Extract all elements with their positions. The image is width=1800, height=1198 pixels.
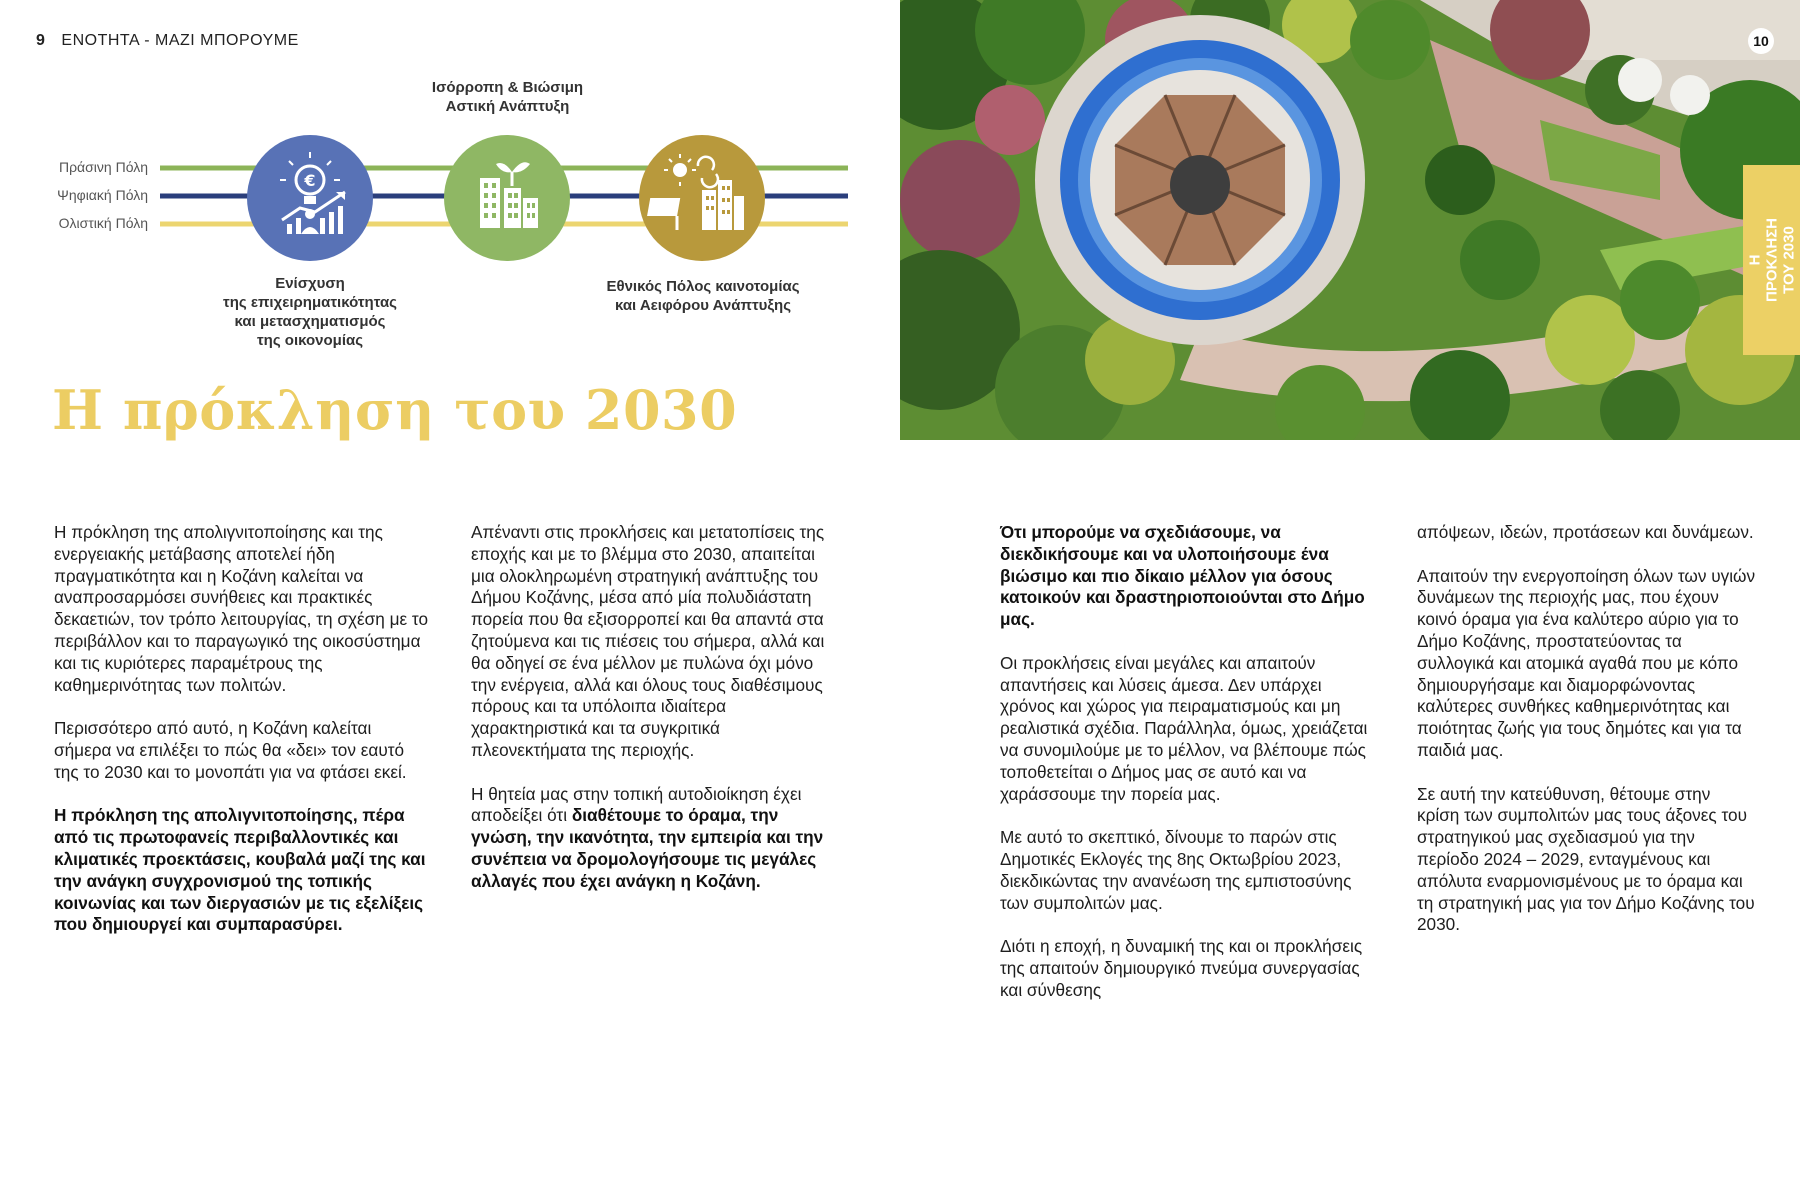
col3-paragraph-4: Διότι η εποχή, η δυναμική της και οι προκλήσεις της απαιτούν δημιουργικό πνεύμα συνεργασίας και σύνθεσης [1000,936,1363,1000]
row-label-green: Πράσινη Πόλη [58,159,148,175]
row-label-digital: Ψηφιακή Πόλη [57,187,148,203]
svg-text:€: € [304,171,316,190]
side-tab-label: Η ΠΡΟΚΛΗΣΗ ΤΟΥ 2030 [1746,217,1797,303]
diagram-left-label: Ενίσχυση της επιχειρηματικότητας και μετασχηματισμός της οικονομίας [223,275,397,349]
pillars-diagram [150,120,850,270]
diagram-right-label: Εθνικός Πόλος καινοτομίας και Αειφόρου Ανάπτυξης [606,278,800,314]
green-buildings-icon [444,135,570,261]
diagram-top-label: Ισόρροπη & Βιώσιμη Αστική Ανάπτυξη [431,79,584,115]
aerial-park-photo [900,0,1800,440]
section-title: ΕΝΟΤΗΤΑ - ΜΑΖΙ ΜΠΟΡΟΥΜΕ [61,32,299,49]
col4-paragraph-3: Σε αυτή την κατεύθυνση, θέτουμε στην κρίση των συμπολιτών μας τους άξονες του στρατηγικού μας σχεδιασμού για την περίοδο 2024 – 2029, ενταγμένους και απόλυτα εναρμονισμένους με το όραμα και τη στρατηγική μας για τον Δήμο Κοζάνης του 2030. [1417,783,1755,935]
page-number-right: 10 [1748,28,1774,54]
col2-paragraph-2-bold: διαθέτουμε το όραμα, την γνώση, την ικανότητα, την εμπειρία και την συνέπεια να δρομολογήσουμε τις μεγάλες αλλαγές που έχει ανάγκη η Κοζάνη. [471,805,824,891]
col4-paragraph-2: Απαιτούν την ενεργοποίηση όλων των υγιών δυνάμεων της περιοχής μας, που έχουν κοινό όραμα για ένα καλύτερο αύριο για το Δήμο Κοζάνης, προστατεύοντας τα συλλογικά και ατομικά αγαθά που με κόπο δημιουργήσαμε και διαμορφώνοντας καλύτερες συνθήκες καθημερινότητας και ποιότητας ζωής για τους δημότες και για τα παιδιά μας. [1417,565,1756,760]
col2-paragraph-1: Απέναντι στις προκλήσεις και μετατοπίσεις της εποχής και με το βλέμμα στο 2030, απαιτείται μια ολοκληρωμένη στρατηγική ανάπτυξης του Δήμου Κοζάνης, μέσα από μία πολυδιάστατη πορεία που θα εξισορροπεί και θα απαντά στα ζητούμενα και τις πιέσεις του σήμερα, αλλά και θα οδηγεί σε ένα μέλλον με πυλώνα όχι μόνο την ενέργεια, αλλά και όλους τους διαθέσιμους πόρους και τα υπόλοιπα ιδιαίτερα χαρακτηριστικά και τα συγκριτικά πλεονεκτήματα της περιοχής. [471,522,825,760]
col2-paragraph-2: Η θητεία μας στην τοπική αυτοδιοίκηση έχει αποδείξει ότι [471,783,802,826]
page-header [36,32,299,50]
text-column-2 [471,522,831,914]
innovation-city-icon [639,135,765,261]
page-title: Η πρόκληση του 2030 [52,378,738,442]
business-icon [247,135,373,261]
col4-paragraph-1: απόψεων, ιδεών, προτάσεων και δυνάμεων. [1417,522,1754,542]
text-column-1 [54,522,429,958]
text-column-3 [1000,522,1380,1023]
aerial-photo-illustration [900,0,1800,440]
col3-paragraph-3: Με αυτό το σκεπτικό, δίνουμε το παρών στις Δημοτικές Εκλογές της 8ης Οκτωβρίου 2023, διεκδικώντας την ανανέωση της εμπιστοσύνης των συμπολιτών μας. [1000,827,1352,913]
col1-paragraph-3-bold: Η πρόκληση της απολιγνιτοποίησης, πέρα από τις πρωτοφανείς περιβαλλοντικές και κλιματικές προεκτάσεις, κουβαλά μαζί της και την ανάγκη συγχρονισμού της τοπικής κοινωνίας και των διεργασιών με τις εξελίξεις που δημιουργεί και συμπαρασύρει. [54,805,426,935]
side-tab [1743,165,1800,355]
text-column-4 [1417,522,1757,958]
col1-paragraph-1: Η πρόκληση της απολιγνιτοποίησης και της ενεργειακής μετάβασης αποτελεί ήδη πραγματικότητα και η Κοζάνη καλείται να αναπροσαρμόσει συνήθειες και πρακτικές δεκαετιών, τον τρόπο λειτουργίας, τη σχέση με το περιβάλλον και το παραγωγικό της οικοσύστημα και τις κυριότερες παραμέτρους της καθημερινότητας των πολιτών. [54,522,429,695]
col3-paragraph-1-bold: Ότι μπορούμε να σχεδιάσουμε, να διεκδικήσουμε και να υλοποιήσουμε ένα βιώσιμο και πιο δίκαιο μέλλον για όσους κατοικούν και δραστηριοποιούνται στο Δήμο μας. [1000,522,1365,630]
row-label-holistic: Ολιστική Πόλη [58,215,148,231]
page-number-left: 9 [36,32,46,49]
col1-paragraph-2: Περισσότερο από αυτό, η Κοζάνη καλείται σήμερα να επιλέξει το πώς θα «δει» τον εαυτό της το 2030 και το μονοπάτι για να φτάσει εκεί. [54,718,407,782]
col3-paragraph-2: Οι προκλήσεις είναι μεγάλες και απαιτούν απαντήσεις και λύσεις άμεσα. Δεν υπάρχει χρόνος και χώρος για πειραματισμούς και μη ρεαλιστικά σχέδια. Παράλληλα, όμως, χρειάζεται να συνομιλούμε με το μέλλον, να βλέπουμε πώς τοποθετείται ο Δήμος μας σε αυτό και να χαράσσουμε την πορεία μας. [1000,652,1368,804]
